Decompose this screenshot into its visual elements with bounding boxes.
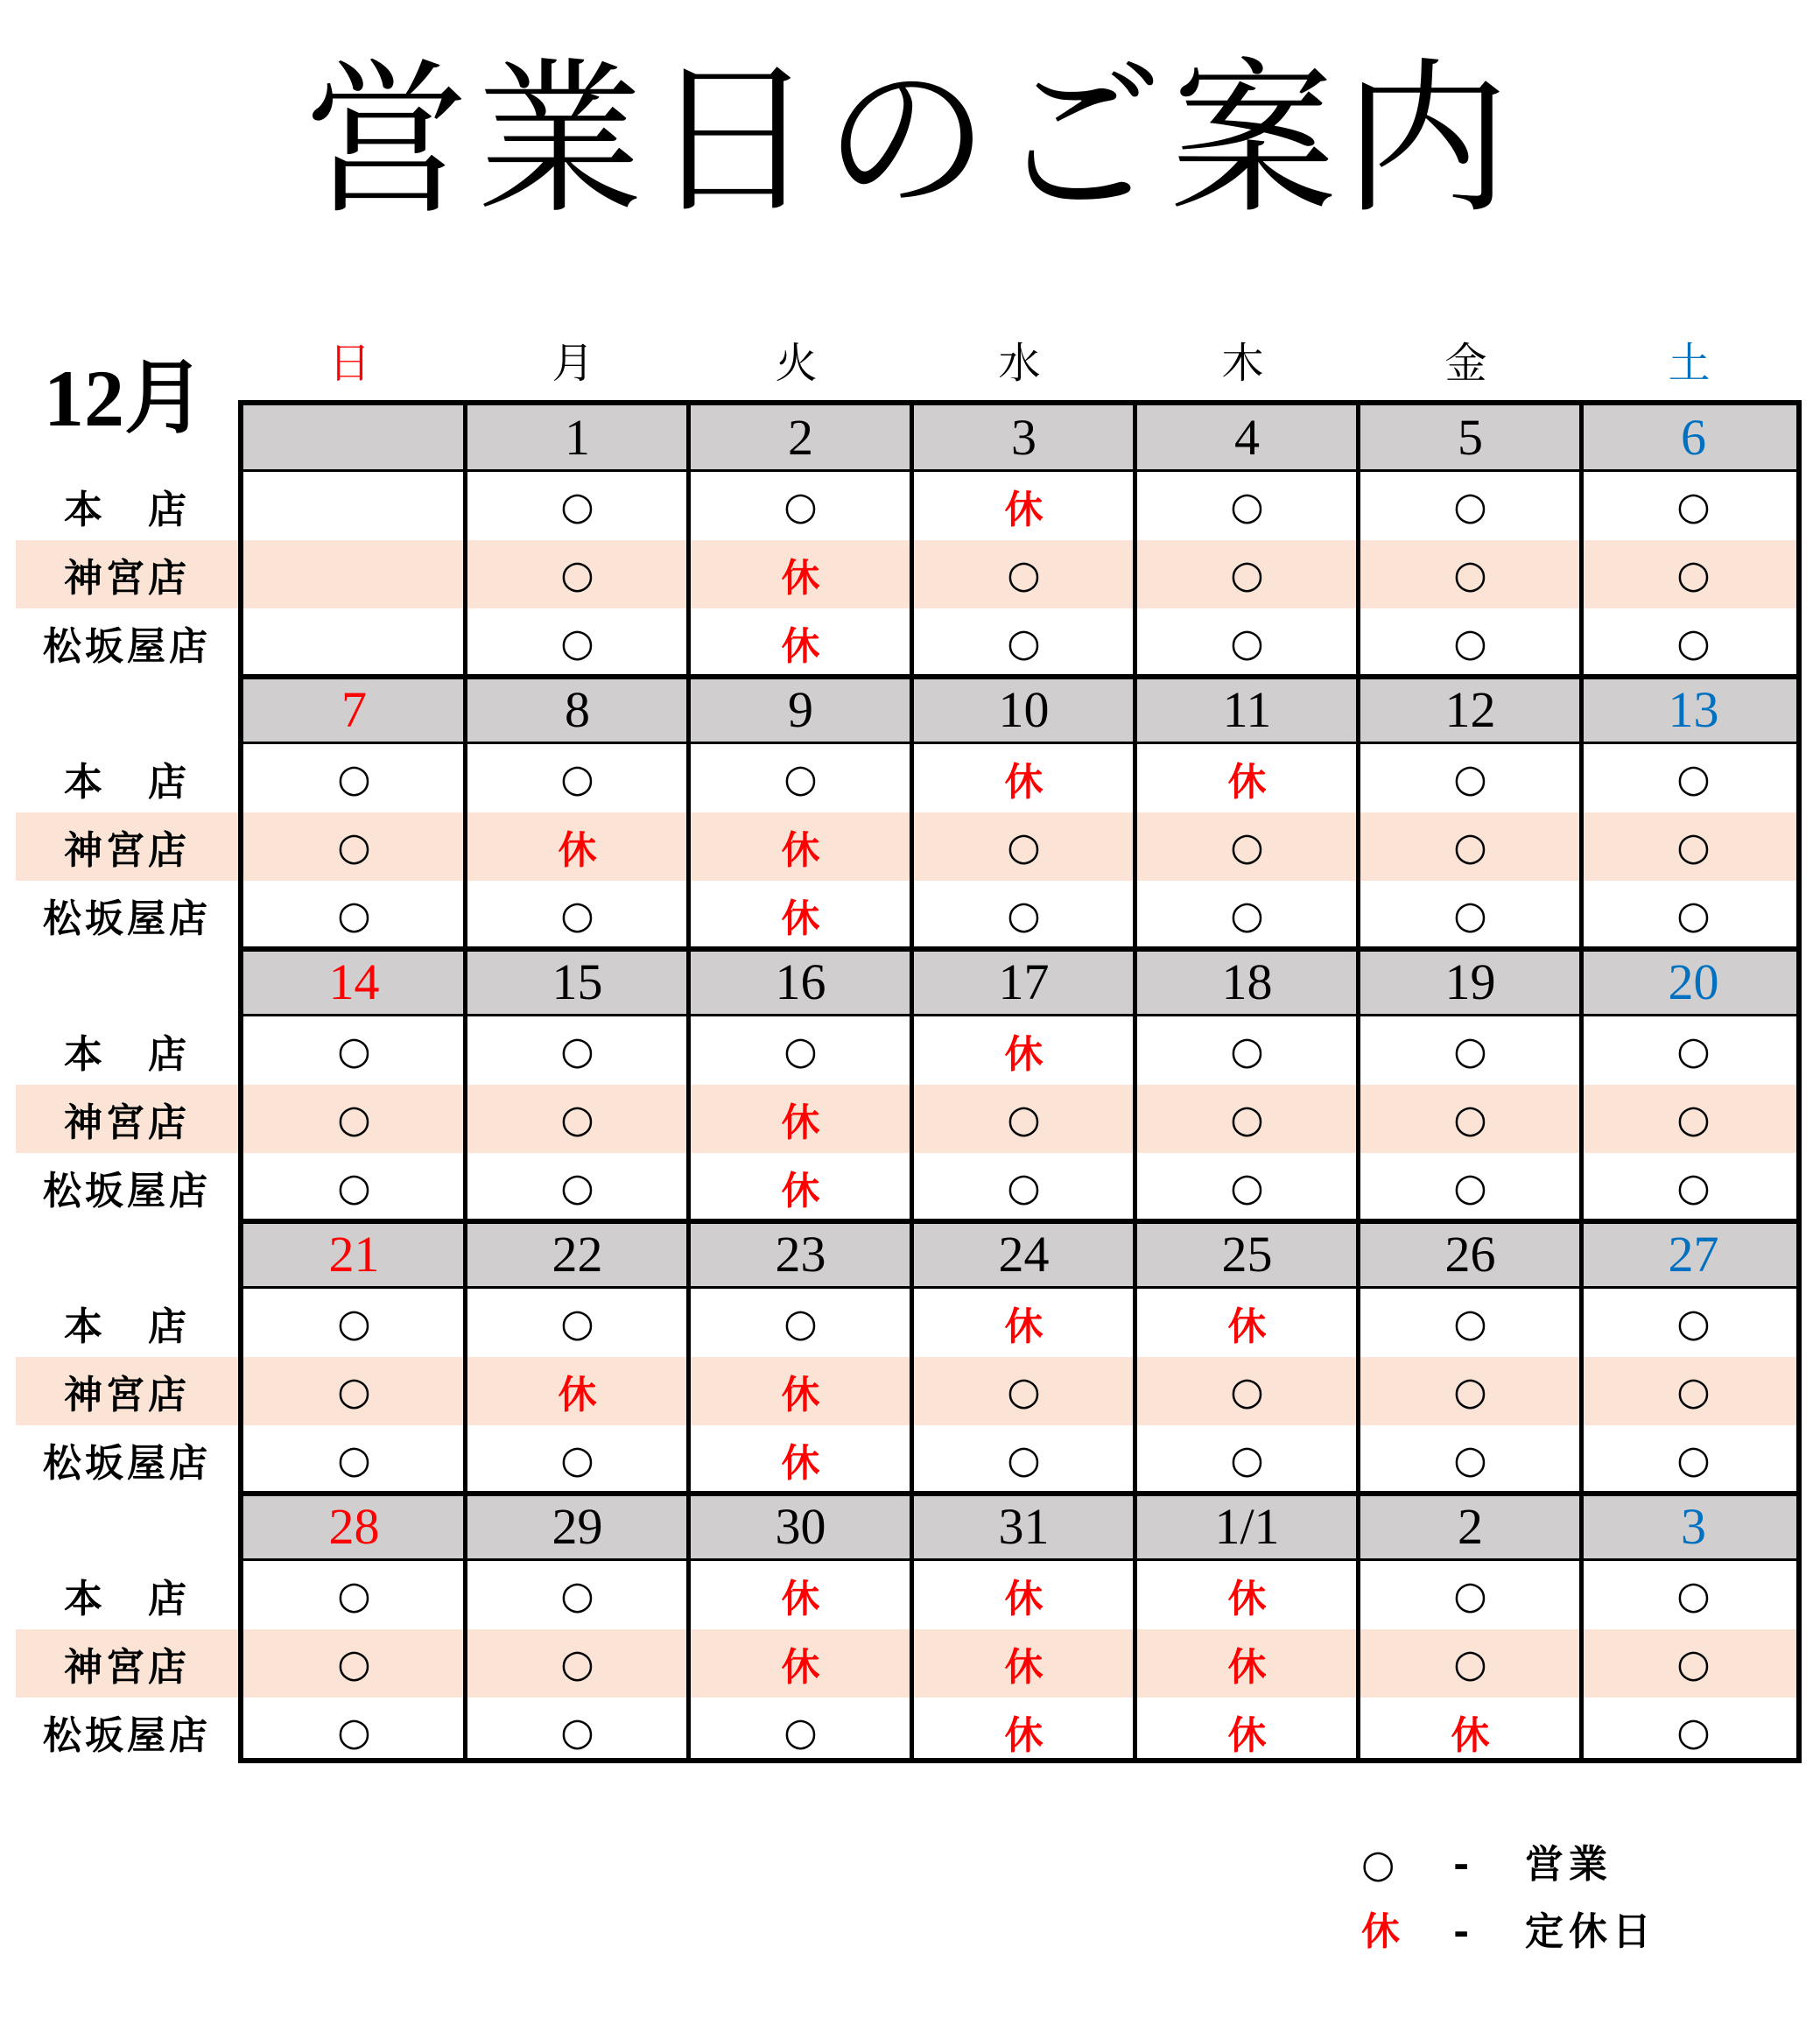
store-row [243,1016,1796,1085]
status-cell: 休 [1227,1577,1267,1621]
store-label: 神宮店 [16,1085,238,1153]
status-cell: ○ [1453,1641,1487,1686]
column-divider [463,405,467,1758]
status-cell: ○ [1007,552,1041,597]
legend-symbol: 休 [1361,1909,1400,1954]
status-cell: ○ [1453,824,1487,869]
status-cell [243,540,465,608]
status-cell: ○ [1453,1096,1487,1142]
date-cell: 19 [1444,953,1496,1010]
status-cell [243,472,465,540]
date-row [243,405,1796,472]
status-cell: 休 [1004,1645,1044,1690]
legend-meaning: 定休日 [1525,1909,1656,1954]
status-cell: ○ [1230,483,1264,529]
status-cell: 休 [781,556,820,601]
date-cell: 3 [1681,1498,1706,1555]
status-cell: 休 [1451,1713,1490,1758]
status-cell: ○ [1230,1164,1264,1210]
date-cell: 1 [565,409,590,466]
status-cell: ○ [1007,1368,1041,1414]
store-label: 松坂屋店 [43,1169,211,1213]
status-cell: ○ [1676,1096,1711,1142]
status-cell: ○ [560,483,594,529]
status-cell: ○ [337,1437,371,1482]
status-cell: ○ [1230,1096,1264,1142]
status-cell: 休 [1004,760,1044,805]
status-cell: ○ [1676,1641,1711,1686]
status-cell: ○ [560,1300,594,1346]
status-cell: ○ [1676,892,1711,938]
status-cell: ○ [1676,1164,1711,1210]
date-cell: 15 [552,953,603,1010]
week-divider [243,946,1796,952]
status-cell: ○ [337,1300,371,1346]
status-cell: ○ [1676,824,1711,869]
status-cell: ○ [1453,1437,1487,1482]
store-row [243,1561,1796,1629]
weekday-0: 日 [328,339,371,388]
status-cell: ○ [1007,892,1041,938]
status-cell: ○ [560,552,594,597]
date-cell: 11 [1222,681,1272,738]
status-cell: 休 [1004,1577,1044,1621]
date-cell: 13 [1668,681,1719,738]
date-cell: 29 [552,1498,603,1555]
date-cell: 26 [1444,1226,1496,1283]
status-cell: 休 [1227,1713,1267,1758]
status-cell: ○ [1453,1028,1487,1073]
date-row [243,1222,1796,1289]
status-cell: ○ [1676,620,1711,665]
status-cell: 休 [781,828,820,873]
page-title: 営業日のご案内 [303,43,1517,236]
store-label: 本 店 [64,1304,190,1349]
date-cell: 28 [328,1498,380,1555]
date-cell: 4 [1234,409,1260,466]
store-label: 松坂屋店 [43,624,211,669]
status-cell: ○ [1007,1164,1041,1210]
store-label: 松坂屋店 [43,1441,211,1486]
status-cell: ○ [337,756,371,801]
status-cell: ○ [1230,620,1264,665]
date-cell: 27 [1668,1226,1719,1283]
week-divider [243,674,1796,679]
date-row [243,1494,1796,1561]
store-label: 松坂屋店 [43,1713,211,1758]
legend-dash: - [1453,1909,1470,1954]
date-cell: 20 [1668,953,1719,1010]
status-cell: ○ [337,892,371,938]
week-5 [243,1494,1796,1767]
status-cell: 休 [781,1645,820,1690]
status-cell: ○ [784,1300,818,1346]
weekday-4: 木 [1221,339,1264,388]
status-cell: ○ [784,756,818,801]
status-cell: ○ [560,1709,594,1754]
status-cell: 休 [1004,488,1044,532]
date-cell: 3 [1011,409,1036,466]
legend-meaning: 営業 [1525,1842,1613,1887]
date-cell: 6 [1681,409,1706,466]
status-cell: ○ [1453,1164,1487,1210]
store-row [243,472,1796,540]
status-cell: ○ [1453,620,1487,665]
status-cell: ○ [1007,824,1041,869]
status-cell: ○ [784,1028,818,1073]
store-row [243,744,1796,812]
weekday-1: 月 [552,339,594,388]
status-cell: 休 [558,828,597,873]
column-divider [686,405,691,1758]
store-row [243,812,1796,881]
date-cell: 8 [565,681,590,738]
status-cell: ○ [1676,1709,1711,1754]
status-cell: ○ [1676,1437,1711,1482]
status-cell: ○ [1007,1096,1041,1142]
date-cell: 12 [1444,681,1496,738]
weekday-2: 火 [775,339,818,388]
status-cell [243,608,465,677]
status-cell: ○ [1230,552,1264,597]
week-2 [243,678,1796,950]
status-cell: ○ [560,1641,594,1686]
store-row [243,1289,1796,1357]
status-cell: 休 [781,1100,820,1145]
date-cell: 18 [1221,953,1273,1010]
store-label: 松坂屋店 [43,896,211,941]
date-cell: 30 [775,1498,826,1555]
store-row [243,1698,1796,1766]
status-cell: ○ [337,1709,371,1754]
status-cell: ○ [560,756,594,801]
legend-symbol: ○ [1361,1842,1395,1887]
status-cell: ○ [560,1437,594,1482]
week-divider [243,1219,1796,1224]
date-cell: 23 [775,1226,826,1283]
store-label: 神宮店 [16,1629,238,1698]
status-cell: ○ [1676,1300,1711,1346]
date-cell: 16 [775,953,826,1010]
status-cell: ○ [560,1096,594,1142]
status-cell: ○ [337,824,371,869]
date-cell: 2 [788,409,813,466]
weekday-6: 土 [1668,339,1711,388]
status-cell: ○ [784,1709,818,1754]
status-cell: ○ [1453,1300,1487,1346]
store-label: 神宮店 [16,1357,238,1425]
status-cell: ○ [1230,1437,1264,1482]
calendar-grid [238,400,1802,1763]
date-cell: 14 [328,953,380,1010]
status-cell: 休 [781,1441,820,1486]
status-cell: ○ [337,1164,371,1210]
status-cell: 休 [558,1373,597,1417]
status-cell: 休 [1227,1304,1267,1349]
store-label: 本 店 [64,760,190,805]
month-label: 12月 [44,354,206,443]
status-cell: ○ [1453,552,1487,597]
date-cell: 7 [341,681,367,738]
date-cell: 31 [998,1498,1050,1555]
weekday-3: 水 [998,339,1041,388]
status-cell: ○ [337,1641,371,1686]
store-row [243,1153,1796,1221]
status-cell: 休 [1004,1713,1044,1758]
status-cell: ○ [337,1028,371,1073]
date-cell: 2 [1458,1498,1483,1555]
date-row [243,678,1796,744]
status-cell: ○ [1230,824,1264,869]
store-row [243,1629,1796,1698]
status-cell: ○ [1230,892,1264,938]
status-cell: 休 [1227,1645,1267,1690]
column-divider [1133,405,1137,1758]
status-cell: ○ [337,1368,371,1414]
status-cell: ○ [560,1164,594,1210]
date-cell: 9 [788,681,813,738]
date-cell: 5 [1458,409,1483,466]
column-divider [910,405,914,1758]
store-label: 本 店 [64,1577,190,1621]
status-cell: ○ [1453,1572,1487,1618]
status-cell: 休 [781,1373,820,1417]
date-cell: 22 [552,1226,603,1283]
date-row [243,950,1796,1016]
status-cell: ○ [560,620,594,665]
date-cell: 17 [998,953,1050,1010]
column-divider [1356,405,1360,1758]
status-cell: ○ [1230,1028,1264,1073]
status-cell: 休 [781,896,820,941]
status-cell: ○ [1453,1368,1487,1414]
store-label: 神宮店 [16,812,238,881]
store-label: 本 店 [64,1032,190,1077]
status-cell: ○ [1676,1368,1711,1414]
status-cell: ○ [1676,552,1711,597]
legend-dash: - [1453,1842,1470,1887]
column-divider [1579,405,1584,1758]
status-cell: ○ [1453,483,1487,529]
status-cell: ○ [560,892,594,938]
date-cell: 21 [328,1226,380,1283]
date-cell [243,405,465,469]
store-row [243,1357,1796,1425]
status-cell: 休 [781,1169,820,1213]
status-cell: ○ [1230,1368,1264,1414]
status-cell: 休 [781,624,820,669]
store-row [243,540,1796,608]
date-cell: 24 [998,1226,1050,1283]
status-cell: 休 [1227,760,1267,805]
store-row [243,1085,1796,1153]
store-row [243,1425,1796,1494]
status-cell: 休 [1004,1032,1044,1077]
status-cell: ○ [1007,620,1041,665]
date-cell: 10 [998,681,1050,738]
week-1 [243,405,1796,678]
week-4 [243,1222,1796,1494]
status-cell: ○ [1676,756,1711,801]
date-cell: 25 [1221,1226,1273,1283]
status-cell: 休 [781,1577,820,1621]
store-label: 本 店 [64,488,190,532]
status-cell: ○ [1453,756,1487,801]
status-cell: ○ [560,1028,594,1073]
status-cell: ○ [1007,1437,1041,1482]
status-cell: 休 [1004,1304,1044,1349]
store-row [243,608,1796,677]
weekday-5: 金 [1444,339,1487,388]
status-cell: ○ [1676,1028,1711,1073]
status-cell: ○ [560,1572,594,1618]
status-cell: ○ [337,1096,371,1142]
status-cell: ○ [1676,483,1711,529]
status-cell: ○ [1453,892,1487,938]
store-row [243,881,1796,949]
week-3 [243,950,1796,1222]
status-cell: ○ [1676,1572,1711,1618]
status-cell: ○ [337,1572,371,1618]
store-label: 神宮店 [16,540,238,608]
date-cell: 1/1 [1214,1498,1280,1555]
status-cell: ○ [784,483,818,529]
week-divider [243,1491,1796,1496]
